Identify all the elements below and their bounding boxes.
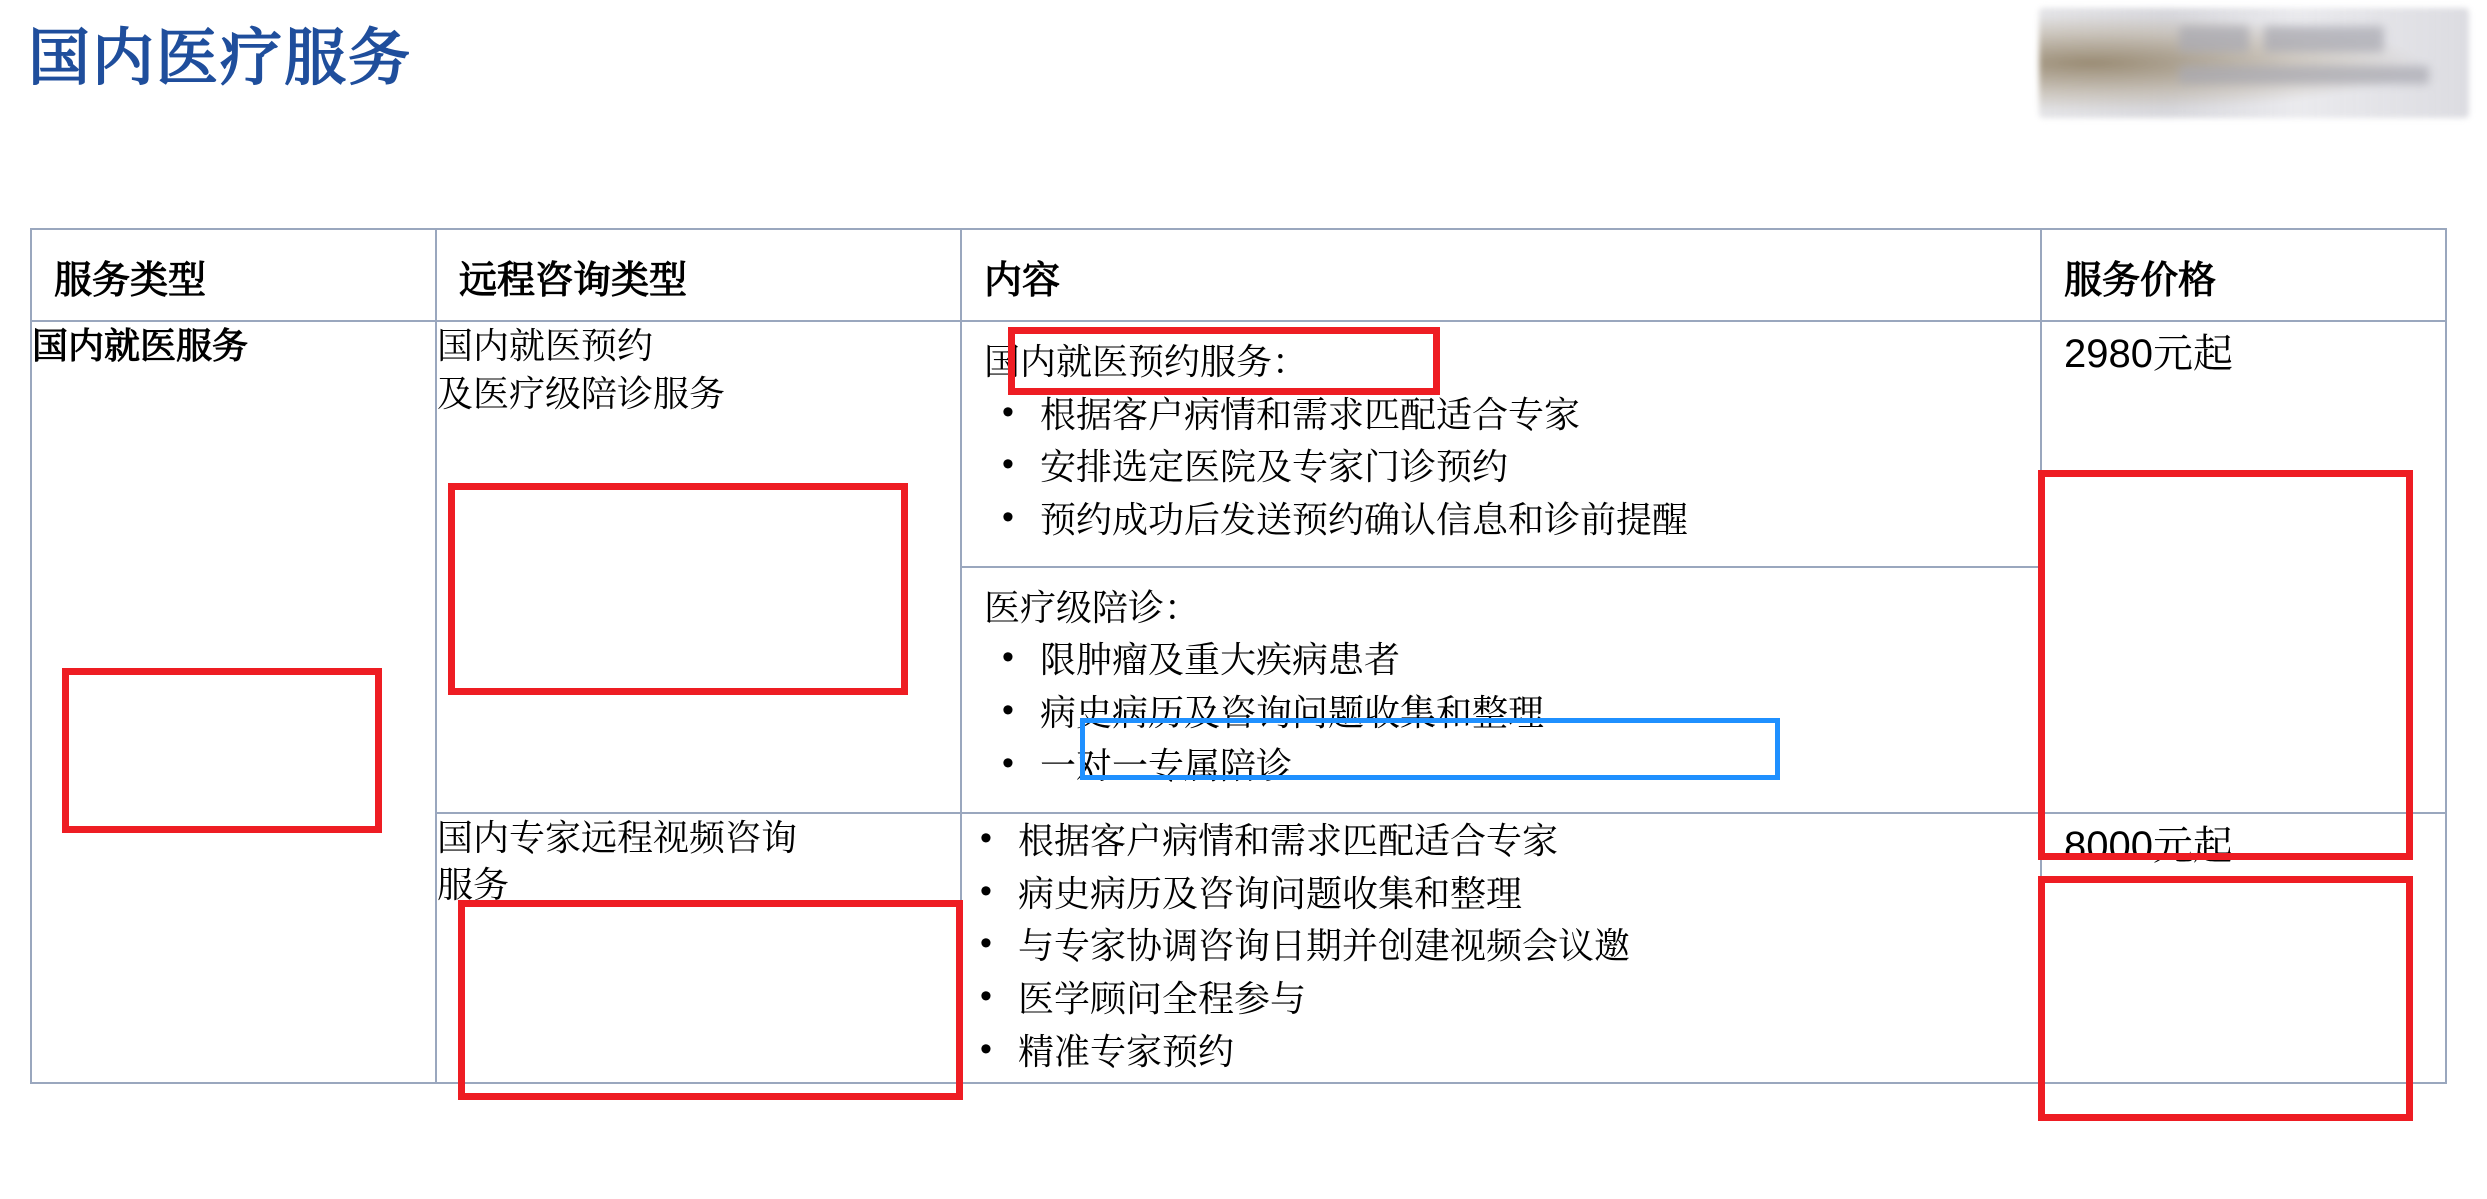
cell-price-1 (2041, 321, 2446, 813)
consult-type-2-line1: 国内专家远程视频咨询 (437, 816, 798, 858)
list-item: • 病史病历及咨询问题收集和整理 (984, 690, 2022, 737)
content-group-video-list (962, 818, 2040, 1076)
cell-consult-type-2 (436, 813, 961, 1083)
cell-price-2 (2041, 813, 2446, 1083)
table-header-row (31, 229, 2446, 321)
service-table (30, 228, 2447, 1084)
price-value-2: 8000元起 (2064, 823, 2233, 868)
header-consult-type: 远程咨询类型 (436, 229, 961, 321)
list-item: • 安排选定医院及专家门诊预约 (984, 444, 2022, 491)
consult-type-2-line2: 服务 (437, 864, 510, 906)
content-group-appointment-heading: 国内就医预约服务： (984, 341, 1309, 382)
list-item: • 预约成功后发送预约确认信息和诊前提醒 (984, 497, 2022, 544)
cell-service-type (31, 321, 436, 1083)
content-group-escort (962, 568, 2040, 812)
list-item: • 根据客户病情和需求匹配适合专家 (962, 818, 2040, 865)
content-group-appointment-list (984, 392, 2022, 544)
cell-consult-type-1 (436, 321, 961, 813)
content-group-escort-heading: 医疗级陪诊： (984, 586, 1201, 628)
table-row (31, 321, 2446, 813)
list-item: • 医学顾问全程参与 (962, 976, 2040, 1023)
header-service-type: 服务类型 (31, 229, 436, 321)
service-type-label: 国内就医服务 (32, 325, 249, 366)
list-item: • 精准专家预约 (962, 1029, 2040, 1076)
consult-type-1-line2: 及医疗级陪诊服务 (437, 372, 726, 414)
header-price: 服务价格 (2041, 229, 2446, 321)
content-group-escort-list (984, 637, 2022, 789)
consult-type-1-line1: 国内就医预约 (437, 325, 654, 366)
company-logo (2039, 8, 2469, 118)
list-item: • 限肿瘤及重大疾病患者 (984, 637, 2022, 684)
list-item: • 根据客户病情和需求匹配适合专家 (984, 392, 2022, 439)
list-item: • 病史病历及咨询问题收集和整理 (962, 871, 2040, 918)
list-item: • 一对一专属陪诊 (984, 743, 2022, 790)
header-content: 内容 (961, 229, 2041, 321)
page-title: 国内医疗服务 (28, 24, 413, 93)
content-group-appointment (962, 322, 2040, 568)
list-item: • 与专家协调咨询日期并创建视频会议邀 (962, 923, 2040, 970)
cell-content-2 (961, 813, 2041, 1083)
price-value-1: 2980元起 (2064, 332, 2233, 376)
cell-content-1 (961, 321, 2041, 813)
